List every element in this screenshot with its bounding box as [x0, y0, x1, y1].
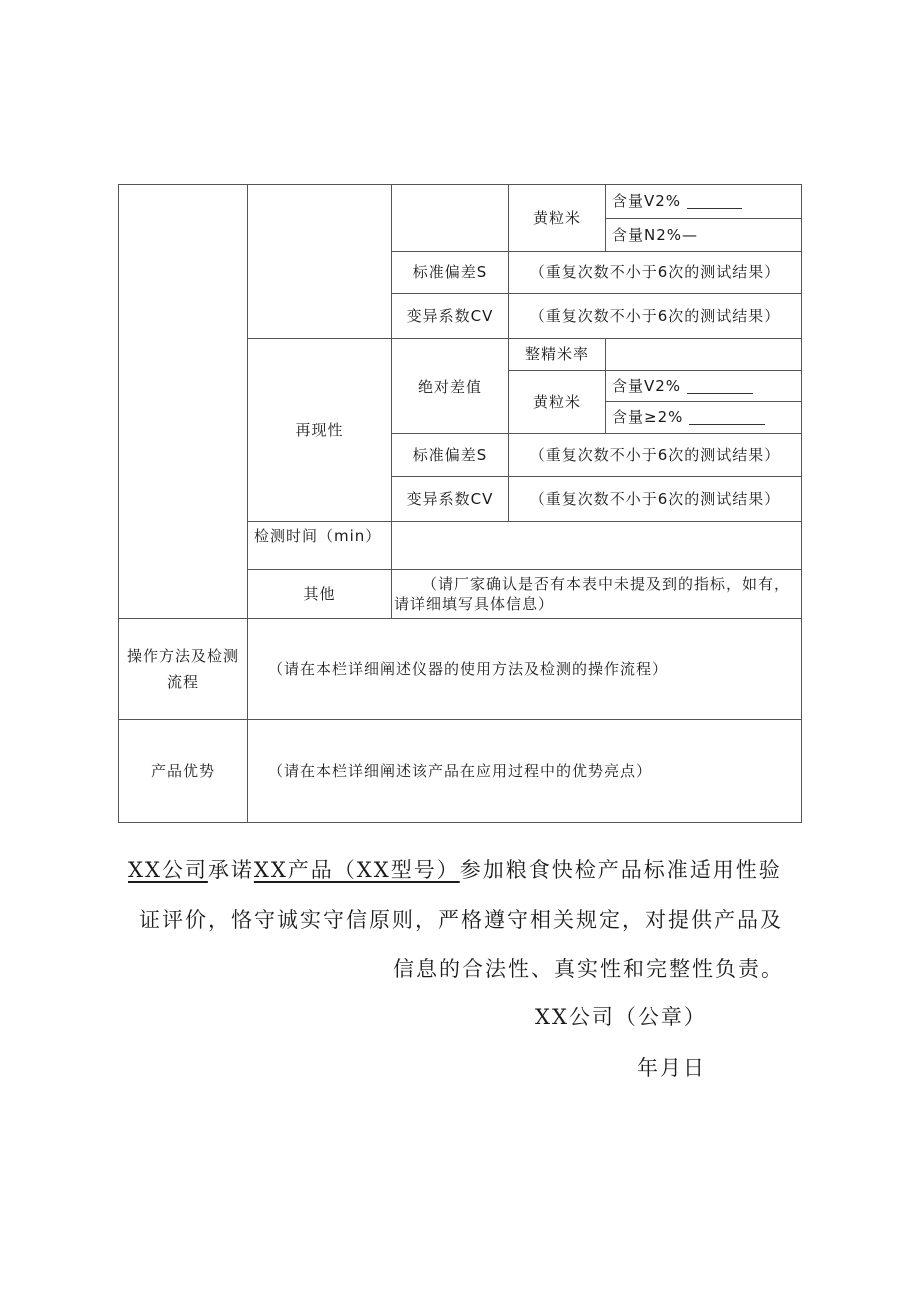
- whole-rice-label: 整精米率: [508, 338, 606, 371]
- repro-yellow-content-2: 含量≥2%: [605, 401, 802, 434]
- repro-yellow-content-1: 含量V2%: [605, 370, 802, 402]
- pledge-product: XX产品（XX型号）: [253, 858, 460, 882]
- repro-std-dev-note: （重复次数不小于6次的测试结果）: [508, 433, 802, 477]
- pledge-company: XX公司: [128, 858, 208, 882]
- whole-rice-value: [605, 338, 802, 371]
- subcategory-cell-blank: [247, 184, 392, 339]
- repro-cv-label: 变异系数CV: [391, 476, 509, 522]
- pledge-line-1: XX公司承诺XX产品（XX型号）参加粮食快检产品标准适用性验: [128, 858, 782, 882]
- item-cell-blank: [391, 184, 509, 252]
- other-label: 其他: [247, 569, 392, 619]
- pledge-line-2: 证评价，恪守诚实守信原则，严格遵守相关规定，对提供产品及: [139, 908, 783, 932]
- yellow-content-2: 含量N2%—: [605, 218, 802, 252]
- detect-time-label: 检测时间（min）: [247, 521, 392, 570]
- reproducibility-label: 再现性: [247, 338, 392, 522]
- operation-note: （请在本栏详细阐述仪器的使用方法及检测的操作流程）: [247, 618, 802, 720]
- cv-label: 变异系数CV: [391, 293, 509, 339]
- std-dev-label: 标准偏差S: [391, 251, 509, 294]
- advantage-note: （请在本栏详细阐述该产品在应用过程中的优势亮点）: [247, 719, 802, 823]
- cv-note: （重复次数不小于6次的测试结果）: [508, 293, 802, 339]
- operation-label: 操作方法及检测流程: [118, 618, 248, 720]
- category-cell-blank: [118, 184, 248, 619]
- std-dev-note: （重复次数不小于6次的测试结果）: [508, 251, 802, 294]
- repro-yellow-label: 黄粒米: [508, 370, 606, 434]
- pledge-line-3: 信息的合法性、真实性和完整性负责。: [393, 957, 784, 981]
- other-note: （请厂家确认是否有本表中未提及到的指标，如有，请详细填写具体信息）: [391, 569, 802, 619]
- detect-time-value: [391, 521, 802, 570]
- advantage-label: 产品优势: [118, 719, 248, 823]
- absolute-diff-label: 绝对差值: [391, 338, 509, 434]
- repro-std-dev-label: 标准偏差S: [391, 433, 509, 477]
- yellow-content-1: 含量V2%: [605, 184, 802, 219]
- company-seal: XX公司（公章）: [535, 1005, 707, 1029]
- yellow-rice-label: 黄粒米: [508, 184, 606, 252]
- repro-cv-note: （重复次数不小于6次的测试结果）: [508, 476, 802, 522]
- sign-date: 年月日: [637, 1056, 706, 1080]
